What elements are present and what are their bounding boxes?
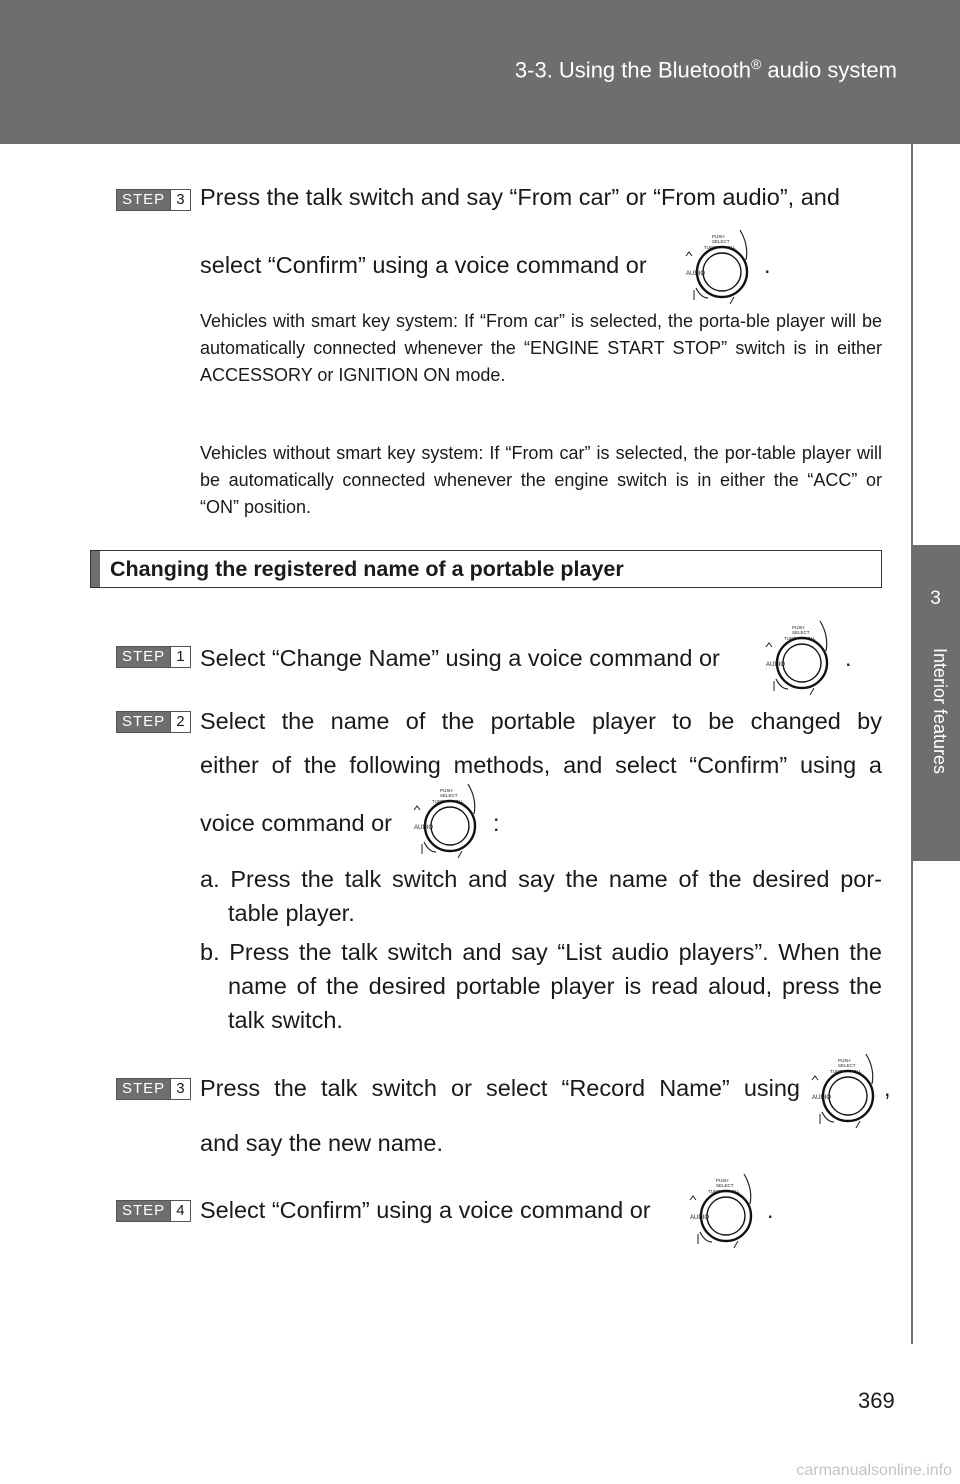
step-text: voice command or <box>200 810 392 836</box>
step-text-end: . <box>845 645 852 671</box>
tune-scroll-knob-icon <box>682 226 754 304</box>
note-paragraph: Vehicles without smart key system: If “From car” is selected, the por-table player will be automatically connected whenever the engine switch is in either the “ACC” or “ON” position. <box>200 443 882 517</box>
header-title: 3-3. Using the Bluetooth® audio system <box>514 56 897 83</box>
tune-scroll-knob-icon <box>410 780 482 858</box>
list-item: name of the desired portable player is read aloud, press the <box>228 973 882 999</box>
tune-scroll-knob-icon <box>762 617 834 695</box>
step-text: select “Confirm” using a voice command or <box>200 252 647 278</box>
step-badge: STEP 3 <box>116 1078 191 1100</box>
step-text: and say the new name. <box>200 1130 443 1156</box>
step-text: Select the name of the portable player to be changed by <box>200 708 882 734</box>
list-item: a. Press the talk switch and say the name of the desired por- <box>200 866 882 892</box>
tune-scroll-knob-icon <box>808 1050 880 1128</box>
section-heading <box>90 550 882 588</box>
section-heading-text: Changing the registered name of a portable player <box>110 556 624 581</box>
heading-marker <box>91 551 100 587</box>
watermark: carmanualsonline.info <box>796 1462 952 1479</box>
list-item: talk switch. <box>228 1007 343 1033</box>
step-text-end: , <box>884 1075 891 1101</box>
step-text: Select “Confirm” using a voice command or <box>200 1197 651 1223</box>
list-item: b. Press the talk switch and say “List audio players”. When the <box>200 939 882 965</box>
step-text: either of the following methods, and select “Confirm” using a <box>200 752 882 778</box>
step-text: Select “Change Name” using a voice command or <box>200 645 720 671</box>
step-badge: STEP 3 <box>116 189 191 211</box>
step-text: Press the talk switch or select “Record Name” using <box>200 1075 800 1101</box>
step-badge: STEP 2 <box>116 711 191 733</box>
chapter-number: 3 <box>930 588 941 609</box>
page-number: 369 <box>858 1388 895 1413</box>
note-paragraph: Vehicles with smart key system: If “From car” is selected, the porta-ble player will be automatically connected whenever the “ENGINE START STOP” switch is in either ACCESSORY or IGNITION ON mode. <box>200 311 882 385</box>
step-text-end: : <box>493 810 500 836</box>
step-badge: STEP 1 <box>116 646 191 668</box>
chapter-label: Interior features <box>930 648 950 775</box>
tune-scroll-knob-icon <box>686 1170 758 1248</box>
list-item: table player. <box>228 900 355 926</box>
step-badge: STEP 4 <box>116 1200 191 1222</box>
step-text-end: . <box>764 252 771 278</box>
step-text: Press the talk switch and say “From car” or “From audio”, and <box>200 184 840 210</box>
step-text-end: . <box>767 1197 774 1223</box>
